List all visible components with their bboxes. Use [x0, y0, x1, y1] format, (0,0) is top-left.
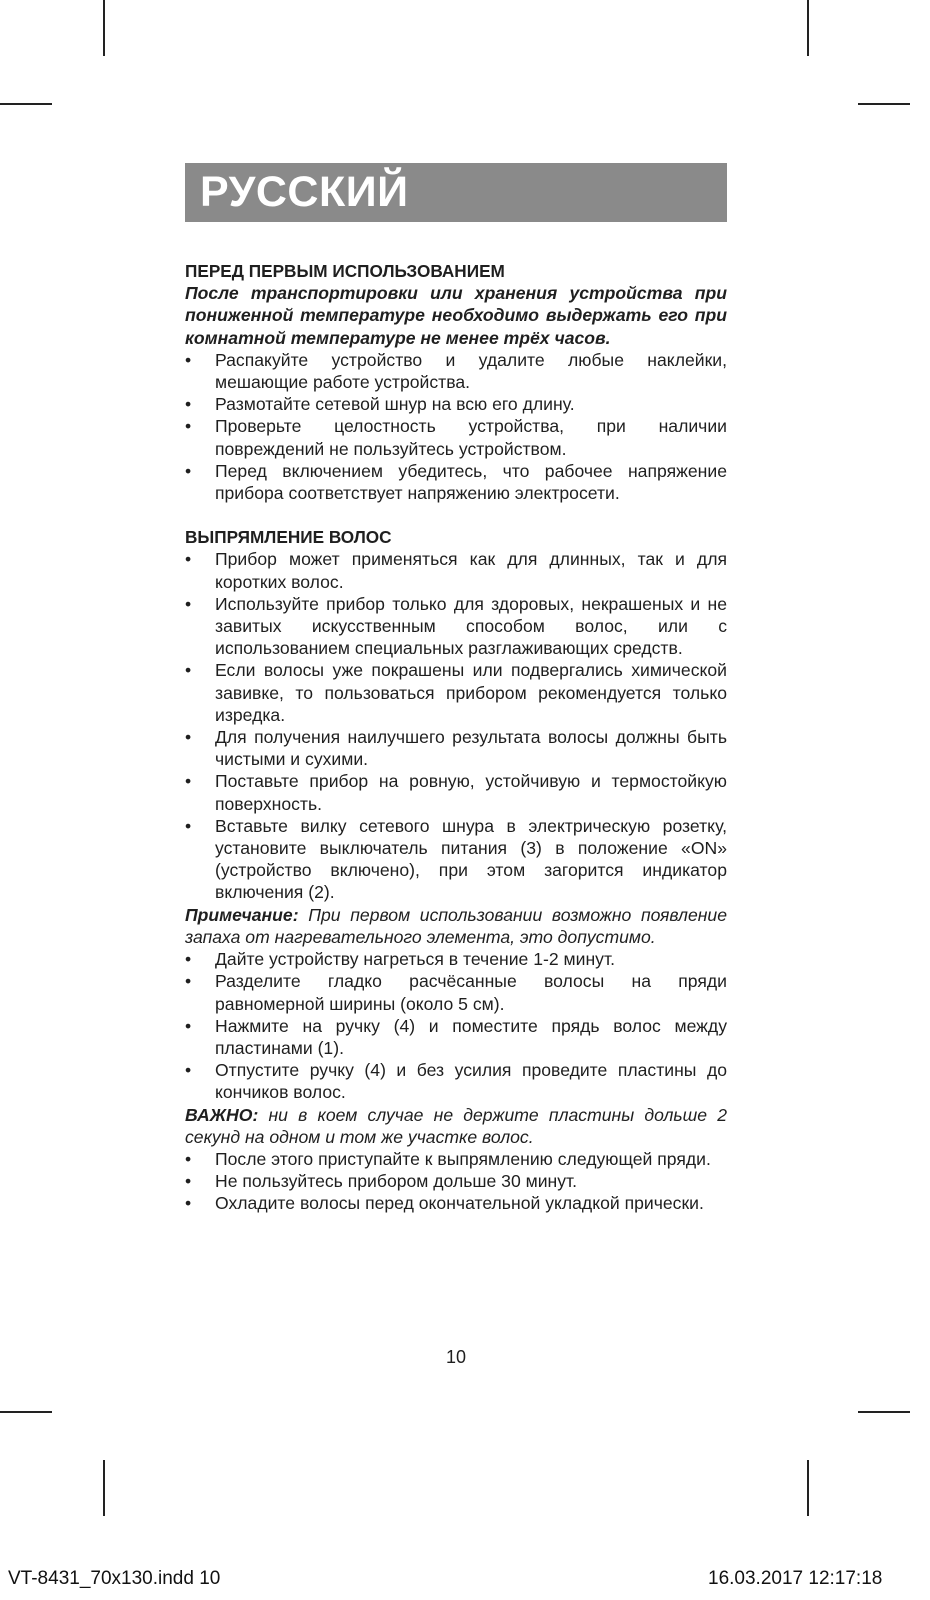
list-item: • Дайте устройству нагреться в течение 1-2 минут.	[185, 949, 615, 970]
page-number: 10	[445, 1347, 467, 1367]
important-paragraph	[185, 1104, 727, 1148]
list-item: • Размотайте сетевой шнур на всю его длину.	[185, 394, 575, 415]
list-item: • Вставьте вилку сетевого шнура в электрическую розетку, установите выключатель питания (3) в положение «ON» (устройство включено), при этом загорится индикатор включения (2).	[185, 815, 727, 903]
list-item: • Охладите волосы перед окончательной укладкой прически.	[185, 1193, 704, 1214]
important-text: ни в коем случае не держите пластины дольше 2 секунд на одном и том же участке волос.	[185, 1104, 727, 1147]
list-item: • Распакуйте устройство и удалите любые наклейки, мешающие работе устройства.	[185, 349, 727, 393]
important-label: ВАЖНО:	[185, 1104, 259, 1125]
list-item: • После этого приступайте к выпрямлению следующей пряди.	[185, 1148, 711, 1169]
list-item: • Нажмите на ручку (4) и поместите прядь волос между пластинами (1).	[185, 1015, 727, 1058]
note-label: Примечание:	[185, 904, 299, 925]
section-heading-hair-straightening: ВЫПРЯМЛЕНИЕ ВОЛОС	[185, 527, 392, 548]
note-paragraph	[185, 904, 727, 948]
straightening-list-c	[185, 1148, 727, 1215]
crop-mark-right-upper	[858, 103, 910, 105]
straightening-list-b	[185, 948, 727, 1103]
list-item: • Поставьте прибор на ровную, устойчивую и термостойкую поверхность.	[185, 771, 727, 814]
crop-mark-top-left	[103, 0, 105, 56]
crop-mark-left-upper	[0, 103, 52, 105]
before-use-list	[185, 349, 727, 504]
list-item: • Прибор может применяться как для длинных, так и для коротких волос.	[185, 549, 727, 592]
list-item: • Используйте прибор только для здоровых, некрашеных и не завитых искусственным способом волос, или с использованием специальных разглаживающих средств.	[185, 593, 727, 659]
list-item: • Для получения наилучшего результата волосы должны быть чистыми и сухими.	[185, 727, 727, 770]
file-slug: VT-8431_70x130.indd 10	[8, 1568, 221, 1589]
straightening-list-a	[185, 548, 727, 903]
list-item: • Перед включением убедитесь, что рабочее напряжение прибора соответствует напряжению электросети.	[185, 460, 727, 504]
crop-mark-bottom-left	[103, 1460, 105, 1516]
list-item: • Если волосы уже покрашены или подвергались химической завивке, то пользоваться прибором рекомендуется только изредка.	[185, 660, 727, 725]
list-item: • Разделите гладко расчёсанные волосы на пряди равномерной ширины (около 5 см).	[185, 971, 727, 1014]
crop-mark-bottom-right	[807, 1460, 809, 1516]
instructions-body	[185, 260, 727, 1215]
language-banner: РУССКИЙ	[185, 163, 727, 222]
note-text: При первом использовании возможно появление запаха от нагревательного элемента, это допустимо.	[185, 904, 727, 947]
crop-mark-left-lower	[0, 1411, 52, 1413]
print-timestamp: 16.03.2017 12:17:18	[708, 1568, 883, 1589]
list-item: • Отпустите ручку (4) и без усилия проведите пластины до кончиков волос.	[185, 1060, 727, 1103]
crop-mark-top-right	[807, 0, 809, 56]
list-item: • Не пользуйтесь прибором дольше 30 минут.	[185, 1171, 578, 1192]
list-item: • Проверьте целостность устройства, при наличии повреждений не пользуйтесь устройством.	[185, 416, 727, 459]
storage-warning: После транспортировки или хранения устройства при пониженной температуре необходимо выдержать его при комнатной температуре не менее трёх часов.	[185, 283, 727, 348]
section-heading-before-first-use: ПЕРЕД ПЕРВЫМ ИСПОЛЬЗОВАНИЕМ	[185, 261, 505, 281]
crop-mark-right-lower	[858, 1411, 910, 1413]
